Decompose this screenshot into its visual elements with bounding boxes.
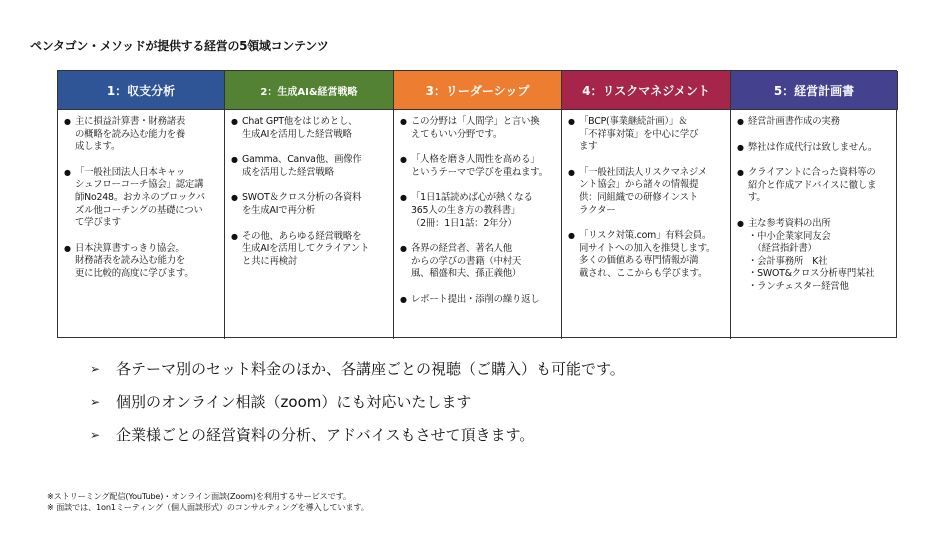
feature-list (90, 352, 625, 451)
list-item: ● 主に損益計算書・財務諸表 の概略を読み込む能力を養 成します。 (64, 116, 186, 153)
arrow-bullet-icon: ➢ (90, 394, 101, 409)
arrow-bullet-icon: ➢ (90, 427, 101, 442)
list-item: ● 「人格を磨き人間性を高める」 というテーマで学びを重ねます。 (400, 154, 548, 178)
list-item: ● その他、あらゆる経営戦略を 生成AIを活用してクライアント と共に再検討 (231, 230, 370, 267)
list-item: ● 日本決算書すっきり協会。 財務諸表を読み込む能力を 更に比較的高度に学びます。 (64, 242, 194, 279)
list-item: ● 「一般社団法人リスクマネジメ ント協会」から諸々の情報提 供：同組織での研修インスト ラクター (568, 166, 707, 216)
list-item: ● 「BCP(事業継続計画）」＆ 「不祥事対策」を中心に学び ます (568, 116, 699, 153)
list-item: ● レポート提出・添削の繰り返し (400, 293, 540, 305)
bullet-dot-icon: ● (737, 142, 744, 152)
column-header-1: 1：収支分析 (58, 71, 225, 110)
page-title: ペンタゴン・メソッドが提供する経営の5領域コンテンツ (30, 39, 329, 53)
bullet-dot-icon: ● (400, 294, 407, 304)
bullet-dot-icon: ● (568, 231, 575, 241)
bullet-dot-icon: ● (568, 117, 575, 126)
column-header-2: 2：生成AI&経営戦略 (225, 71, 394, 110)
bullet-dot-icon: ● (400, 193, 407, 203)
list-item: ● 「リスク対策.com」有料会員。 同サイトへの加入を推奨します。 多くの価値ある専門情報が満 載され、ここからも学びます。 (568, 230, 716, 279)
bullet-dot-icon: ● (737, 117, 744, 126)
bullet-dot-icon: ● (568, 167, 575, 177)
bullet-dot-icon: ● (231, 117, 238, 126)
column-header-5: 5：経営計画書 (731, 71, 898, 110)
column-header-4: 4：リスクマネジメント (562, 71, 731, 110)
footnote: ※ストリーミング配信(YouTube)・オンライン面談(Zoom)を利用するサービスです。 (47, 491, 351, 501)
list-item: ● 弊社は作成代行は致しません。 (737, 141, 878, 153)
list-item: ● 「一般社団法人日本キャッ シュフローコーチ協会」認定講 師No248。おカネのブロックパ ズル他コーチングの基礎につい て学びます (64, 166, 205, 229)
bullet-dot-icon: ● (64, 243, 71, 253)
bullet-dot-icon: ● (737, 168, 744, 178)
list-item: ➢ 個別のオンライン相談（zoom）にも対応いたします (90, 393, 472, 411)
content-table (57, 70, 897, 338)
list-item: ➢ 企業様ごとの経営資料の分析、アドバイスもさせて頂きます。 (90, 426, 535, 444)
bullet-dot-icon: ● (231, 231, 238, 241)
column-body-3 (394, 110, 562, 339)
bullet-dot-icon: ● (64, 117, 71, 126)
bullet-dot-icon: ● (231, 193, 238, 203)
bullet-dot-icon: ● (400, 155, 407, 165)
list-item: ● 「1日1話読めば心が熱くなる 365人の生き方の教科書」 （2冊：1日1話：2年分） (400, 192, 533, 229)
bullet-dot-icon: ● (400, 244, 407, 254)
list-item: ● クライアントに合った資料等の 紹介と作成アドバイスに徹しま す。 (737, 167, 877, 204)
column-header-3: 3：リーダーシップ (394, 71, 562, 110)
arrow-bullet-icon: ➢ (90, 361, 101, 376)
list-item: ● この分野は「人間学」と言い換 えてもいい分野です。 (400, 116, 540, 140)
list-item: ● Gamma、Canva他、画像作 成を活用した経営戦略 (231, 154, 362, 178)
column-body-5 (731, 110, 898, 339)
column-body-2 (225, 110, 394, 339)
column-body-1 (58, 110, 225, 339)
bullet-dot-icon: ● (400, 117, 407, 126)
list-item: ● 経営計画書作成の実務 (737, 116, 840, 127)
list-item: ➢ 各テーマ別のセット料金のほか、各講座ごとの視聴（ご購入）も可能です。 (90, 360, 625, 378)
bullet-dot-icon: ● (737, 218, 744, 228)
list-item: ● 各界の経営者、著名人他 からの学びの書籍（中村天 風、稲盛和夫、孫正義他） (400, 243, 522, 280)
column-body-4 (562, 110, 731, 339)
list-item: ● Chat GPT他をはじめとし、 生成AIを活用した経営戦略 (231, 116, 358, 140)
footnote: ※ 面談では、1on1ミーティング（個人面談形式）のコンサルティングを導入しています。 (47, 502, 369, 512)
bullet-dot-icon: ● (231, 155, 238, 165)
list-item: ● SWOT＆クロス分析の各資料 を生成AIで再分析 (231, 192, 362, 216)
list-item: ● 主な参考資料の出所 ・中小企業家同友会 （経営指針書） ・会計事務所 K社 ・SWOT&クロス分析専門某社 ・ランチェスター経営他 (737, 217, 875, 292)
footnotes (47, 491, 369, 513)
bullet-dot-icon: ● (64, 167, 71, 177)
